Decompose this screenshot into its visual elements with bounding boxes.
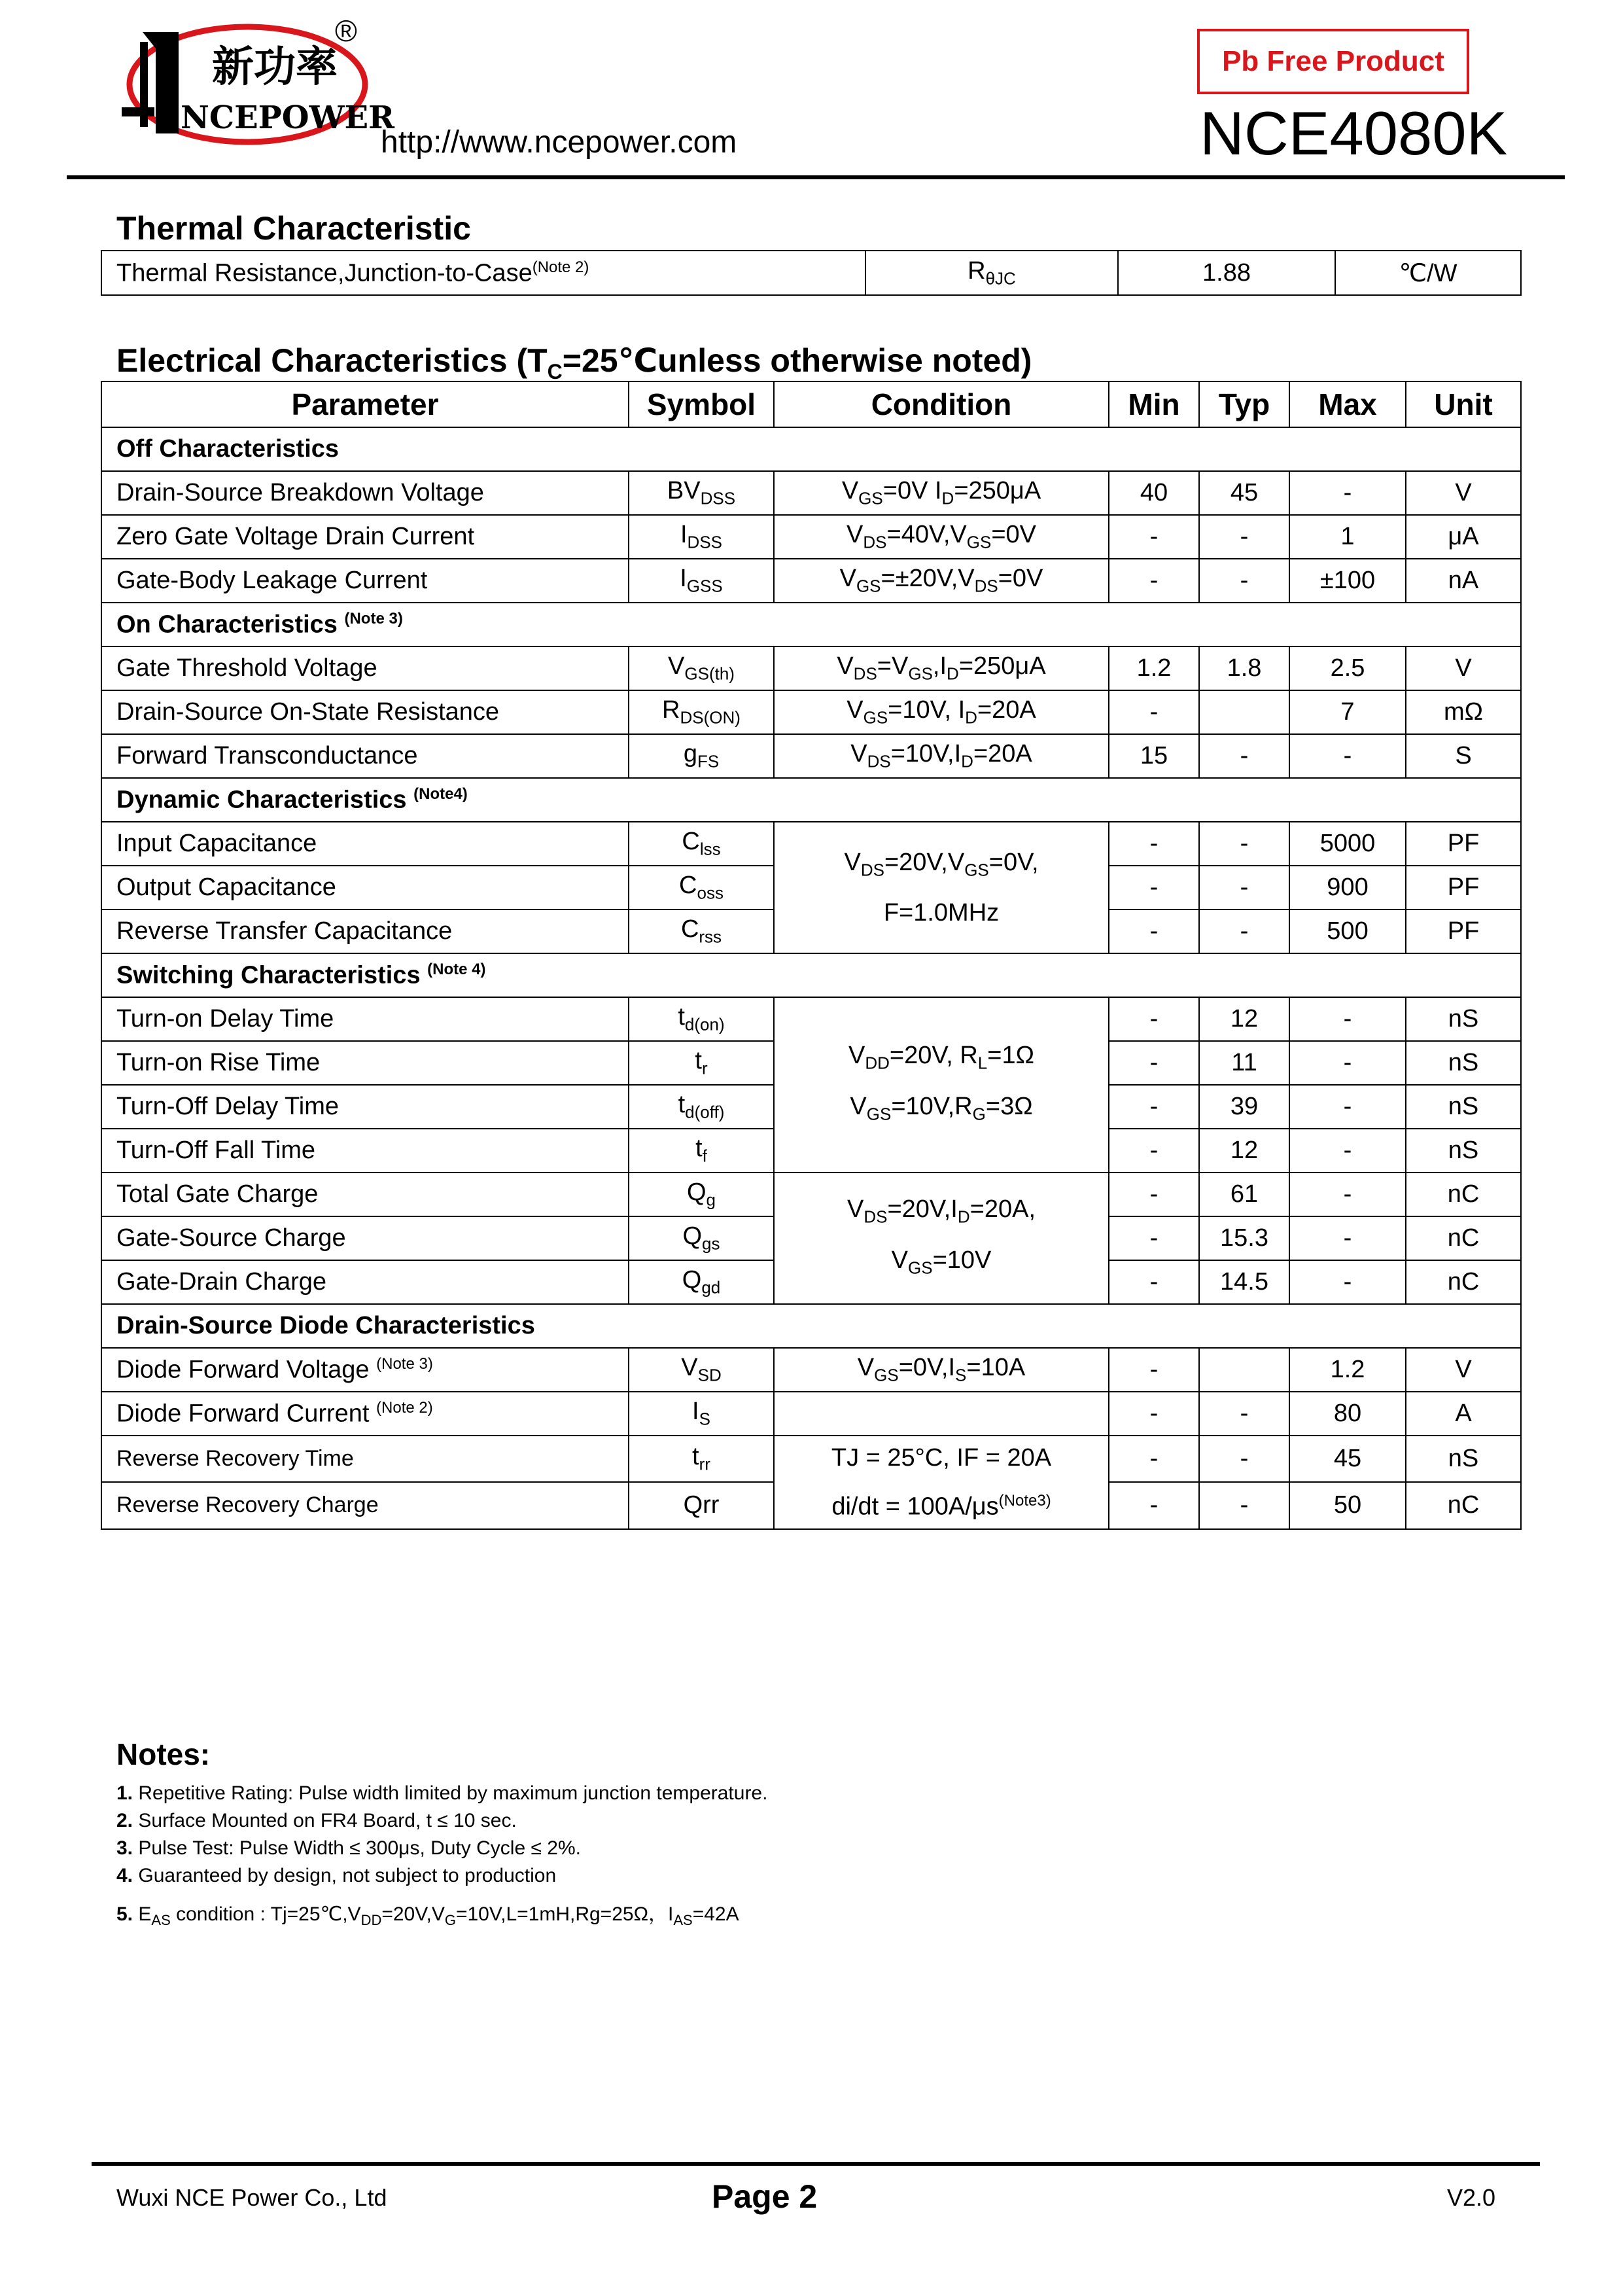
typ-cell: 39	[1199, 1085, 1289, 1129]
page-number: Page 2	[712, 2178, 818, 2215]
param-cell: Input Capacitance	[101, 822, 629, 866]
part-number: NCE4080K	[1200, 99, 1508, 168]
min-cell: -	[1109, 997, 1199, 1041]
param-cell: Gate Threshold Voltage	[101, 646, 629, 690]
website-url[interactable]: http://www.ncepower.com	[381, 125, 737, 160]
note-1: 1. Repetitive Rating: Pulse width limited by maximum junction temperature.	[116, 1782, 768, 1804]
param-cell: Forward Transconductance	[101, 734, 629, 778]
unit-cell: nS	[1406, 1129, 1521, 1173]
typ-cell: -	[1199, 866, 1289, 910]
min-cell: 40	[1109, 471, 1199, 515]
header-divider	[67, 175, 1565, 179]
header-condition: Condition	[774, 381, 1109, 427]
unit-cell: nS	[1406, 1041, 1521, 1085]
min-cell: -	[1109, 1260, 1199, 1304]
table-row	[101, 1436, 1521, 1482]
symbol-cell: $t_{d(off)}$	[629, 1085, 774, 1129]
typ-cell: -	[1199, 910, 1289, 953]
param-cell: Drain-Source Breakdown Voltage	[101, 471, 629, 515]
max-cell: 80	[1289, 1392, 1406, 1436]
symbol-cell: $I_S$	[629, 1392, 774, 1436]
typ-cell: -	[1199, 734, 1289, 778]
min-cell: 1.2	[1109, 646, 1199, 690]
param-cell: Turn-Off Delay Time	[101, 1085, 629, 1129]
header-parameter: Parameter	[101, 381, 629, 427]
condition-cell: $V_{GS}=\pm 20V,V_{DS}=0V$	[774, 559, 1109, 603]
typ-cell	[1199, 1348, 1289, 1392]
typ-cell: 14.5	[1199, 1260, 1289, 1304]
min-cell: 15	[1109, 734, 1199, 778]
typ-cell: -	[1199, 515, 1289, 559]
table-row	[101, 690, 1521, 734]
header-unit: Unit	[1406, 381, 1521, 427]
max-cell: -	[1289, 471, 1406, 515]
max-cell: 7	[1289, 690, 1406, 734]
table-row	[101, 1392, 1521, 1436]
condition-cell: $V_{DS}=20V,I_D=20A$, $V_{GS}=10V$	[774, 1173, 1109, 1304]
min-cell: -	[1109, 910, 1199, 953]
max-cell: 2.5	[1289, 646, 1406, 690]
unit-cell: PF	[1406, 822, 1521, 866]
unit-cell: nC	[1406, 1173, 1521, 1216]
param-cell: Reverse Recovery Charge	[101, 1482, 629, 1528]
param-cell: Gate-Drain Charge	[101, 1260, 629, 1304]
unit-cell: mΩ	[1406, 690, 1521, 734]
svg-text:NCEPOWER: NCEPOWER	[181, 99, 394, 136]
note-4: 4. Guaranteed by design, not subject to production	[116, 1865, 557, 1886]
param-cell: Gate-Source Charge	[101, 1216, 629, 1260]
thermal-parameter: Thermal Resistance,Junction-to-Case$^{(Note 2)}$	[101, 251, 865, 295]
unit-cell: nS	[1406, 1436, 1521, 1482]
electrical-table	[101, 381, 1522, 1530]
unit-cell: nC	[1406, 1216, 1521, 1260]
table-header-row	[101, 381, 1521, 427]
typ-cell: -	[1199, 1436, 1289, 1482]
min-cell: -	[1109, 822, 1199, 866]
min-cell: -	[1109, 1085, 1199, 1129]
thermal-unit: ℃/W	[1335, 251, 1521, 295]
category-dynamic: Dynamic Characteristics $^{(Note4)}$	[101, 778, 1521, 822]
note-5: 5. $E_{AS}$ condition : $Tj=25℃,V_{DD}=20V,V_G=10V,L=1mH,Rg=25\Omega$，$I_{AS}=42A$	[116, 1903, 739, 1928]
typ-cell: 12	[1199, 1129, 1289, 1173]
unit-cell: V	[1406, 1348, 1521, 1392]
min-cell: -	[1109, 559, 1199, 603]
typ-cell: 61	[1199, 1173, 1289, 1216]
typ-cell: -	[1199, 1392, 1289, 1436]
table-row	[101, 734, 1521, 778]
max-cell: -	[1289, 1216, 1406, 1260]
unit-cell: nA	[1406, 559, 1521, 603]
unit-cell: nC	[1406, 1260, 1521, 1304]
symbol-cell: $t_{rr}$	[629, 1436, 774, 1482]
footer-company: Wuxi NCE Power Co., Ltd	[116, 2184, 387, 2211]
registered-mark: ®	[335, 14, 357, 48]
symbol-cell: $R_{DS(ON)}$	[629, 690, 774, 734]
notes-title: Notes:	[116, 1737, 211, 1771]
symbol-cell: $C_{oss}$	[629, 866, 774, 910]
min-cell: -	[1109, 1041, 1199, 1085]
unit-cell: A	[1406, 1392, 1521, 1436]
unit-cell: PF	[1406, 910, 1521, 953]
footer-divider	[92, 2162, 1540, 2166]
thermal-title: Thermal Characteristic	[116, 210, 471, 247]
condition-cell: $V_{GS}=0V,I_S=10A$	[774, 1348, 1109, 1392]
category-diode: Drain-Source Diode Characteristics	[101, 1304, 1521, 1348]
unit-cell: PF	[1406, 866, 1521, 910]
unit-cell: V	[1406, 471, 1521, 515]
typ-cell: 11	[1199, 1041, 1289, 1085]
unit-cell: S	[1406, 734, 1521, 778]
max-cell: -	[1289, 1129, 1406, 1173]
unit-cell: V	[1406, 646, 1521, 690]
symbol-cell: Qrr	[629, 1482, 774, 1528]
table-row	[101, 822, 1521, 866]
table-row	[101, 646, 1521, 690]
typ-cell: 12	[1199, 997, 1289, 1041]
table-row	[101, 515, 1521, 559]
condition-cell: $V_{DD}=20V$, $R_L=1\Omega$ $V_{GS}=10V,R_G=3\Omega$	[774, 997, 1109, 1173]
max-cell: ±100	[1289, 559, 1406, 603]
symbol-cell: $t_f$	[629, 1129, 774, 1173]
min-cell: -	[1109, 1348, 1199, 1392]
min-cell: -	[1109, 1173, 1199, 1216]
typ-cell: 45	[1199, 471, 1289, 515]
svg-text:新功率: 新功率	[212, 43, 338, 92]
condition-cell: $V_{DS}=10V,I_D=20A$	[774, 734, 1109, 778]
max-cell: 1.2	[1289, 1348, 1406, 1392]
min-cell: -	[1109, 1482, 1199, 1528]
condition-cell: $V_{GS}=10V$, $I_D=20A$	[774, 690, 1109, 734]
condition-cell: $V_{GS}=0V$ $I_D=250\mu A$	[774, 471, 1109, 515]
unit-cell: nS	[1406, 997, 1521, 1041]
symbol-cell: $Q_{gs}$	[629, 1216, 774, 1260]
param-cell: Total Gate Charge	[101, 1173, 629, 1216]
param-cell: Turn-on Rise Time	[101, 1041, 629, 1085]
condition-cell: $V_{DS}=20V,V_{GS}=0V$, F=1.0MHz	[774, 822, 1109, 953]
symbol-cell: $V_{GS(th)}$	[629, 646, 774, 690]
table-row	[101, 1173, 1521, 1216]
typ-cell: -	[1199, 822, 1289, 866]
param-cell: Gate-Body Leakage Current	[101, 559, 629, 603]
table-row	[101, 1348, 1521, 1392]
min-cell: -	[1109, 1129, 1199, 1173]
symbol-cell: $I_{DSS}$	[629, 515, 774, 559]
min-cell: -	[1109, 690, 1199, 734]
unit-cell: nS	[1406, 1085, 1521, 1129]
param-cell: Reverse Recovery Time	[101, 1436, 629, 1482]
unit-cell: nC	[1406, 1482, 1521, 1528]
company-logo	[116, 9, 394, 160]
symbol-cell: $t_r$	[629, 1041, 774, 1085]
condition-cell	[774, 1392, 1109, 1436]
header-symbol: Symbol	[629, 381, 774, 427]
min-cell: -	[1109, 515, 1199, 559]
max-cell: -	[1289, 734, 1406, 778]
thermal-symbol: $R_{\theta JC}$	[865, 251, 1118, 295]
table-row	[101, 559, 1521, 603]
max-cell: 50	[1289, 1482, 1406, 1528]
header-max: Max	[1289, 381, 1406, 427]
param-cell: Diode Forward Voltage $^{(Note 3)}$	[101, 1348, 629, 1392]
max-cell: -	[1289, 1173, 1406, 1216]
symbol-cell: $C_{lss}$	[629, 822, 774, 866]
table-row	[101, 997, 1521, 1041]
max-cell: 1	[1289, 515, 1406, 559]
typ-cell: -	[1199, 559, 1289, 603]
header-min: Min	[1109, 381, 1199, 427]
param-cell: Drain-Source On-State Resistance	[101, 690, 629, 734]
symbol-cell: $V_{SD}$	[629, 1348, 774, 1392]
typ-cell: -	[1199, 1482, 1289, 1528]
param-cell: Diode Forward Current $^{(Note 2)}$	[101, 1392, 629, 1436]
thermal-table	[101, 250, 1522, 296]
max-cell: -	[1289, 1260, 1406, 1304]
footer-version: V2.0	[1447, 2184, 1496, 2211]
typ-cell: 15.3	[1199, 1216, 1289, 1260]
max-cell: -	[1289, 1085, 1406, 1129]
max-cell: 900	[1289, 866, 1406, 910]
thermal-value: 1.88	[1118, 251, 1335, 295]
max-cell: -	[1289, 1041, 1406, 1085]
symbol-cell: $g_{FS}$	[629, 734, 774, 778]
max-cell: 500	[1289, 910, 1406, 953]
param-cell: Reverse Transfer Capacitance	[101, 910, 629, 953]
condition-cell: TJ = 25°C, IF = 20A $di/dt = 100A/\mu s^{(Note3)}$	[774, 1436, 1109, 1529]
max-cell: 5000	[1289, 822, 1406, 866]
symbol-cell: $t_{d(on)}$	[629, 997, 774, 1041]
param-cell: Output Capacitance	[101, 866, 629, 910]
condition-cell: $V_{DS}=V_{GS},I_D=250\mu A$	[774, 646, 1109, 690]
table-row	[101, 471, 1521, 515]
min-cell: -	[1109, 1392, 1199, 1436]
symbol-cell: $Q_g$	[629, 1173, 774, 1216]
symbol-cell: $Q_{gd}$	[629, 1260, 774, 1304]
symbol-cell: $C_{rss}$	[629, 910, 774, 953]
typ-cell	[1199, 690, 1289, 734]
pb-free-badge: Pb Free Product	[1197, 29, 1469, 94]
category-off: Off Characteristics	[101, 427, 1521, 471]
note-3: 3. Pulse Test: Pulse Width ≤ 300μs, Duty Cycle ≤ 2%.	[116, 1837, 581, 1859]
max-cell: 45	[1289, 1436, 1406, 1482]
header-typ: Typ	[1199, 381, 1289, 427]
min-cell: -	[1109, 866, 1199, 910]
category-switching: Switching Characteristics $^{(Note 4)}$	[101, 953, 1521, 997]
category-on: On Characteristics $^{(Note 3)}$	[101, 603, 1521, 646]
min-cell: -	[1109, 1216, 1199, 1260]
max-cell: -	[1289, 997, 1406, 1041]
min-cell: -	[1109, 1436, 1199, 1482]
param-cell: Turn-on Delay Time	[101, 997, 629, 1041]
symbol-cell: $I_{GSS}$	[629, 559, 774, 603]
param-cell: Turn-Off Fall Time	[101, 1129, 629, 1173]
note-2: 2. Surface Mounted on FR4 Board, t ≤ 10 sec.	[116, 1810, 517, 1831]
unit-cell: μA	[1406, 515, 1521, 559]
param-cell: Zero Gate Voltage Drain Current	[101, 515, 629, 559]
symbol-cell: $BV_{DSS}$	[629, 471, 774, 515]
condition-cell: $V_{DS}=40V,V_{GS}=0V$	[774, 515, 1109, 559]
electrical-title: Electrical Characteristics ($T_C=25℃unless$ otherwise noted)	[116, 342, 1032, 383]
typ-cell: 1.8	[1199, 646, 1289, 690]
